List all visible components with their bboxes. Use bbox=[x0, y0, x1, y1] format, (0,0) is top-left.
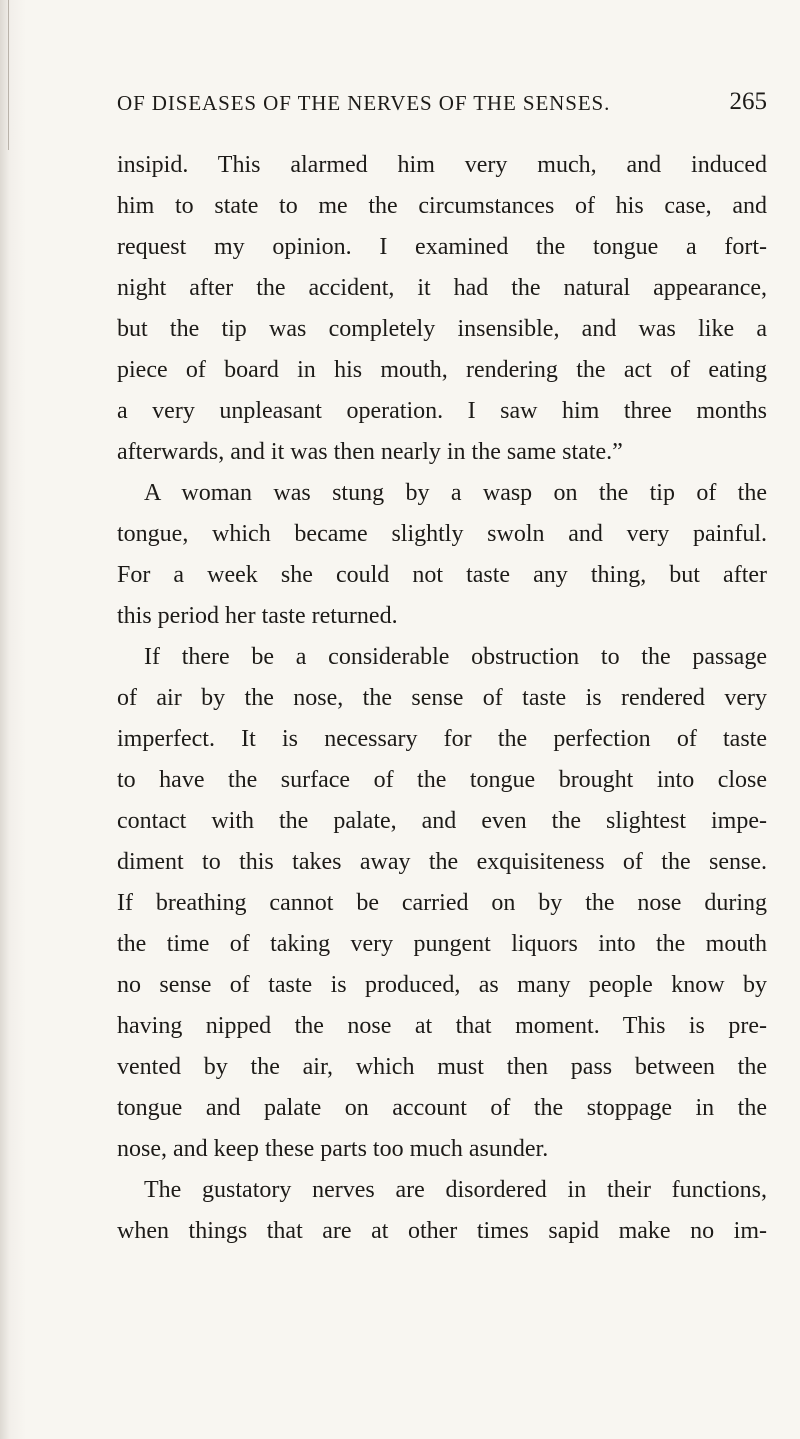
body-line: imperfect. It is necessary for the perfection of taste bbox=[117, 726, 767, 752]
body-line: For a week she could not taste any thing, but after bbox=[117, 562, 767, 588]
body-line: diment to this takes away the exquisiteness of the sense. bbox=[117, 849, 767, 875]
body-line: the time of taking very pungent liquors into the mouth bbox=[117, 931, 767, 957]
body-line: insipid. This alarmed him very much, and induced bbox=[117, 152, 767, 178]
body-line: nose, and keep these parts too much asunder. bbox=[117, 1136, 549, 1162]
body-line: when things that are at other times sapid make no im- bbox=[117, 1218, 767, 1244]
paragraph-first-line: A woman was stung by a wasp on the tip of the bbox=[144, 480, 767, 506]
body-line: but the tip was completely insensible, and was like a bbox=[117, 316, 767, 342]
body-line: night after the accident, it had the natural appearance, bbox=[117, 275, 767, 301]
page-gutter-line bbox=[8, 0, 9, 150]
body-line: to have the surface of the tongue brought into close bbox=[117, 767, 767, 793]
paragraph-first-line: If there be a considerable obstruction to the passage bbox=[144, 644, 767, 670]
body-line: a very unpleasant operation. I saw him three months bbox=[117, 398, 767, 424]
body-line: him to state to me the circumstances of his case, and bbox=[117, 193, 767, 219]
body-line: If breathing cannot be carried on by the nose during bbox=[117, 890, 767, 916]
body-line: piece of board in his mouth, rendering the act of eating bbox=[117, 357, 767, 383]
body-line: afterwards, and it was then nearly in the same state.” bbox=[117, 439, 623, 465]
body-line: of air by the nose, the sense of taste is rendered very bbox=[117, 685, 767, 711]
body-line: tongue and palate on account of the stoppage in the bbox=[117, 1095, 767, 1121]
body-line: having nipped the nose at that moment. This is pre- bbox=[117, 1013, 767, 1039]
body-line: vented by the air, which must then pass between the bbox=[117, 1054, 767, 1080]
body-line: request my opinion. I examined the tongue a fort- bbox=[117, 234, 767, 260]
body-line: no sense of taste is produced, as many people know by bbox=[117, 972, 767, 998]
page-number: 265 bbox=[729, 88, 767, 115]
body-line: this period her taste returned. bbox=[117, 603, 398, 629]
body-line: tongue, which became slightly swoln and very painful. bbox=[117, 521, 767, 547]
running-head-title: OF DISEASES OF THE NERVES OF THE SENSES. bbox=[117, 91, 611, 115]
running-head bbox=[117, 88, 767, 118]
paragraph-first-line: The gustatory nerves are disordered in their functions, bbox=[144, 1177, 767, 1203]
body-line: contact with the palate, and even the slightest impe- bbox=[117, 808, 767, 834]
